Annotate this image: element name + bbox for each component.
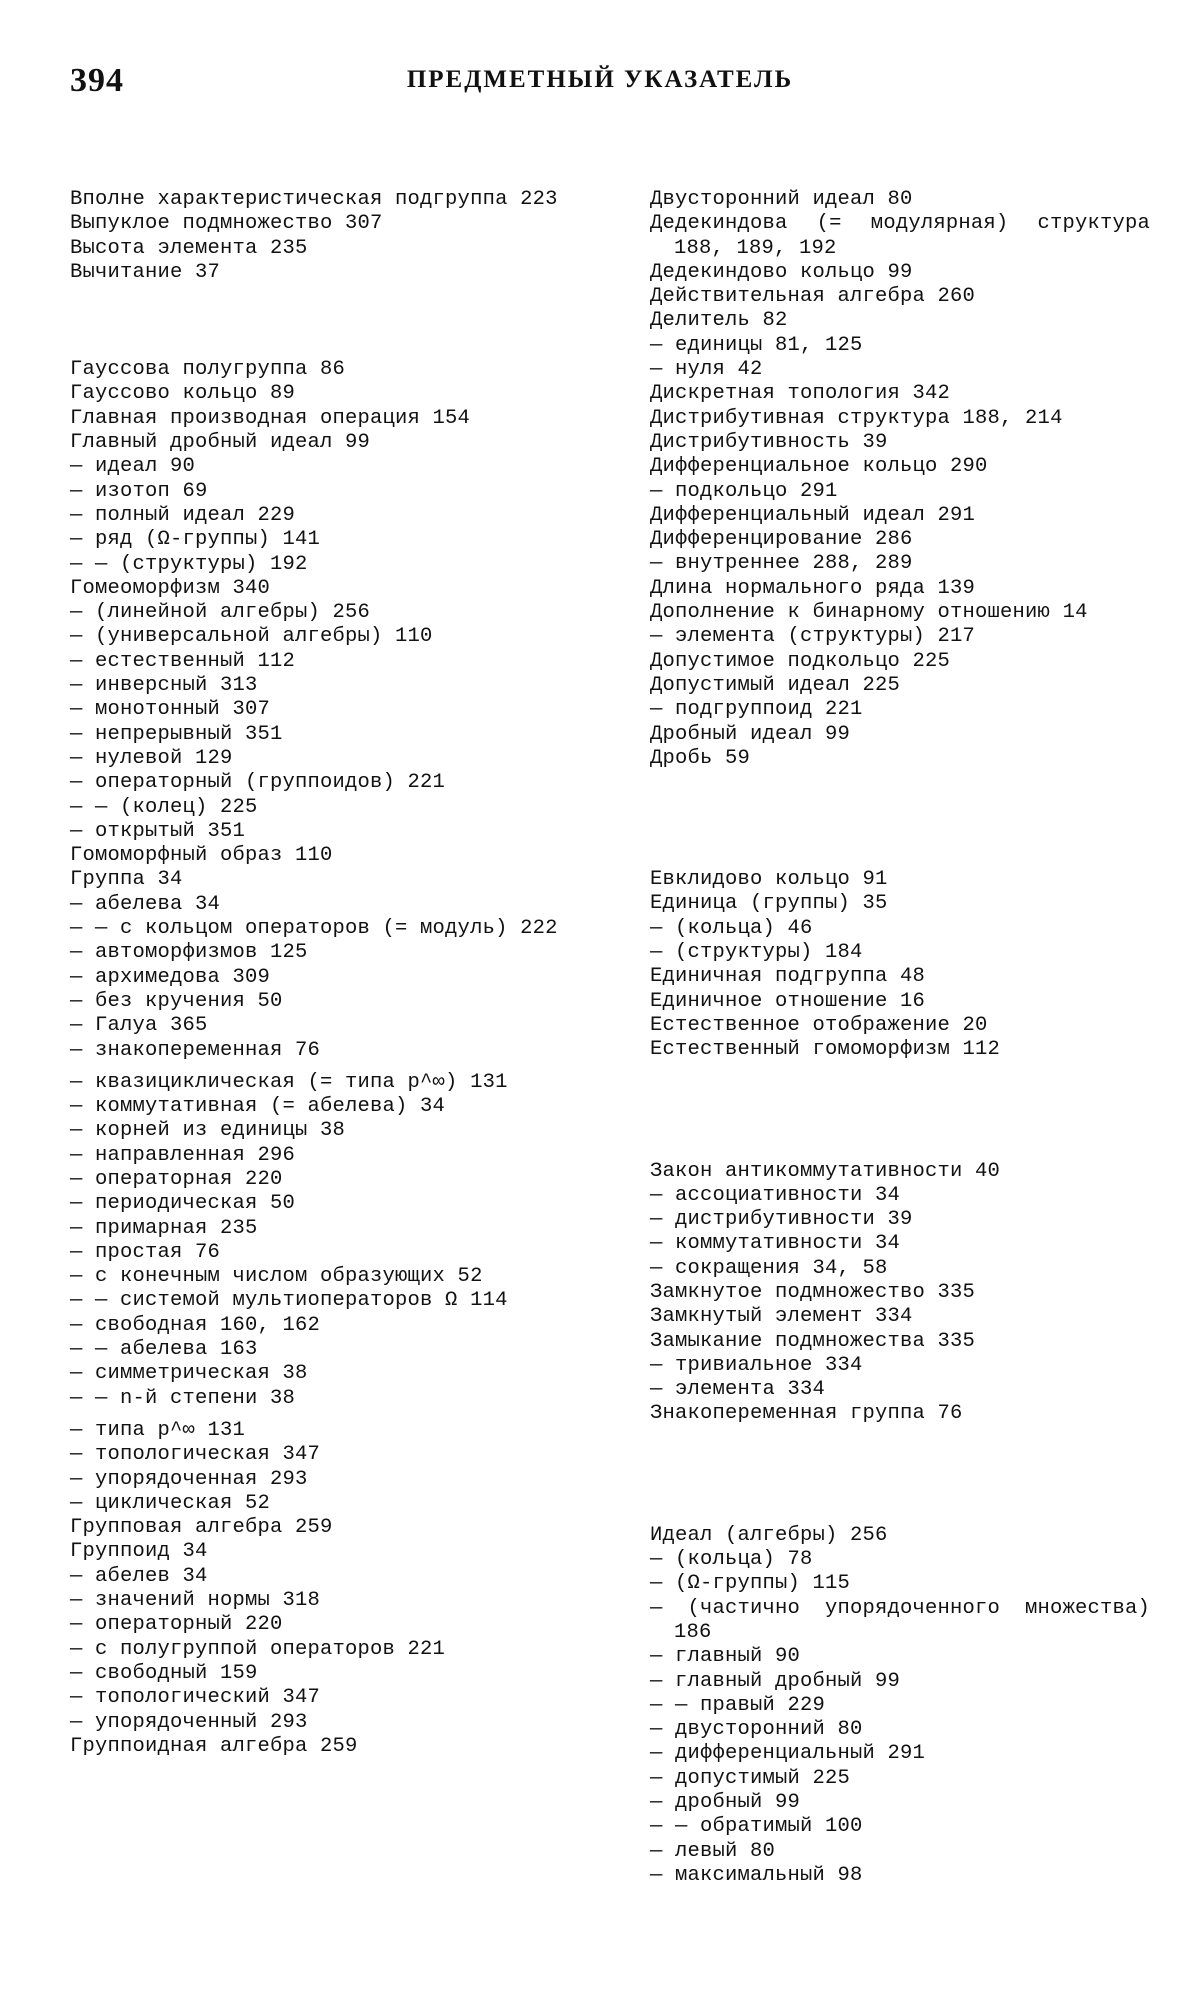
index-section-d (650, 188, 1163, 771)
index-entry: — операторный 220 (70, 1613, 283, 1637)
index-entry: — дистрибутивности 39 (650, 1208, 913, 1232)
index-entry: — примарная 235 (70, 1216, 258, 1240)
index-entry: — — системой мультиоператоров Ω 114 (70, 1289, 508, 1313)
index-entry: Действительная алгебра 260 (650, 285, 976, 309)
index-entry: — — (структуры) 192 (70, 552, 308, 576)
index-entry: Группоидная алгебра 259 (70, 1734, 358, 1758)
index-entry: Единичное отношение 16 (650, 989, 926, 1013)
index-entry: — главный 90 (650, 1645, 801, 1669)
index-entry: — коммутативности 34 (650, 1232, 901, 1256)
index-entry: — сокращения 34, 58 (650, 1256, 888, 1280)
index-entry: Выпуклое подмножество 307 (70, 212, 383, 236)
index-entry: — с полугруппой операторов 221 (70, 1637, 446, 1661)
index-entry: — (линейной алгебры) 256 (70, 601, 371, 625)
index-entry: Дифференциальное кольцо 290 (650, 455, 988, 479)
index-entry: Знакопеременная группа 76 (650, 1402, 963, 1426)
index-entry: Главная производная операция 154 (70, 406, 471, 430)
index-entry: — нуля 42 (650, 358, 763, 382)
index-entry: Замкнутый элемент 334 (650, 1305, 913, 1329)
index-entry: — инверсный 313 (70, 674, 258, 698)
index-entry: Двусторонний идеал 80 (650, 188, 913, 211)
index-entry: — дробный 99 (650, 1791, 801, 1815)
index-entry: — непрерывный 351 (70, 722, 283, 746)
index-column-left (70, 188, 570, 1759)
index-entry: — топологическая 347 (70, 1443, 321, 1467)
index-entry: Замкнутое подмножество 335 (650, 1280, 976, 1304)
index-entry: Естественное отображение 20 (650, 1013, 988, 1037)
index-entry: Евклидово кольцо 91 (650, 868, 888, 892)
index-entry: Допустимый идеал 225 (650, 673, 901, 697)
index-entry: — абелев 34 (70, 1564, 208, 1588)
index-entry: — ассоциативности 34 (650, 1183, 901, 1207)
index-entry: Дифференциальный идеал 291 (650, 503, 976, 527)
index-entry: Дистрибутивность 39 (650, 430, 888, 454)
index-entry: — симметрическая 38 (70, 1362, 308, 1386)
index-entry: Гауссово кольцо 89 (70, 382, 296, 406)
index-entry: — открытый 351 (70, 819, 246, 843)
index-entry: — — n-й степени 38 (70, 1386, 296, 1410)
index-entry: Гауссова полугруппа 86 (70, 358, 346, 382)
index-entry: — единицы 81, 125 (650, 333, 863, 357)
index-entry: Дедекиндово кольцо 99 (650, 260, 913, 284)
index-entry: — (частично упорядоченного множества) 186 (650, 1596, 1163, 1644)
index-entry: Дополнение к бинарному отношению 14 (650, 601, 1088, 625)
index-entry: — изотоп 69 (70, 479, 208, 503)
index-entry: Групповая алгебра 259 (70, 1516, 333, 1540)
index-entry: Высота элемента 235 (70, 236, 308, 260)
index-entry: — нулевой 129 (70, 746, 233, 770)
index-entry: — топологический 347 (70, 1686, 321, 1710)
index-entry: — типа p^∞ 131 (70, 1418, 246, 1442)
index-entry: — максимальный 98 (650, 1863, 863, 1887)
index-entry: Группа 34 (70, 868, 183, 892)
index-entry: — периодическая 50 (70, 1192, 296, 1216)
index-entry: Вполне характеристическая подгруппа 223 (70, 188, 558, 211)
index-entry: — абелева 34 (70, 892, 221, 916)
section-gap (650, 1063, 1150, 1160)
index-entry: — допустимый 225 (650, 1766, 851, 1790)
index-entry: Единичная подгруппа 48 (650, 965, 926, 989)
index-entry: — коммутативная (= абелева) 34 (70, 1095, 446, 1119)
index-entry: Дедекиндова (= модулярная) структура 188, 189, 192 (650, 212, 1163, 260)
section-gap (70, 285, 570, 358)
index-entry: Группоид 34 (70, 1540, 208, 1564)
index-entry: — операторный (группоидов) 221 (70, 771, 446, 795)
section-gap (650, 1427, 1150, 1524)
index-entry: — знакопеременная 76 (70, 1038, 321, 1062)
index-entry: — (кольца) 46 (650, 916, 813, 940)
index-section-z (650, 1160, 1150, 1427)
index-entry: — (структуры) 184 (650, 941, 863, 965)
index-entry: Делитель 82 (650, 309, 788, 333)
index-section-g (70, 358, 570, 1759)
index-entry: — простая 76 (70, 1240, 221, 1264)
index-entry: Идеал (алгебры) 256 (650, 1523, 888, 1547)
index-entry: — элемента 334 (650, 1378, 826, 1402)
index-entry: — подкольцо 291 (650, 479, 838, 503)
index-entry: — — (колец) 225 (70, 795, 258, 819)
index-entry: Естественный гомоморфизм 112 (650, 1038, 1001, 1062)
index-entry: Дробный идеал 99 (650, 722, 851, 746)
index-entry: — направленная 296 (70, 1143, 296, 1167)
section-gap (650, 771, 1150, 868)
index-entry: — упорядоченная 293 (70, 1467, 308, 1491)
index-entry: — циклическая 52 (70, 1491, 271, 1515)
index-entry: — свободный 159 (70, 1661, 258, 1685)
index-entry: — тривиальное 334 (650, 1353, 863, 1377)
index-entry: Допустимое подкольцо 225 (650, 649, 951, 673)
index-entry: Единица (группы) 35 (650, 892, 888, 916)
page-header (70, 62, 1130, 102)
index-entry: Дискретная топология 342 (650, 382, 951, 406)
index-entry: — — обратимый 100 (650, 1815, 863, 1839)
index-entry: — автоморфизмов 125 (70, 941, 308, 965)
index-entry: — подгруппоид 221 (650, 698, 863, 722)
index-entry: — корней из единицы 38 (70, 1119, 346, 1143)
running-title: ПРЕДМЕТНЫЙ УКАЗАТЕЛЬ (406, 66, 794, 93)
index-entry: — — абелева 163 (70, 1338, 258, 1362)
index-entry: — значений нормы 318 (70, 1589, 321, 1613)
index-entry: Вычитание 37 (70, 260, 221, 284)
index-section-v (70, 188, 570, 285)
index-entry: — квазициклическая (= типа p^∞) 131 (70, 1070, 508, 1094)
index-entry: — — правый 229 (650, 1693, 826, 1717)
index-entry: Закон антикоммутативности 40 (650, 1159, 1001, 1183)
index-entry: Дифференцирование 286 (650, 528, 913, 552)
index-entry: — естественный 112 (70, 649, 296, 673)
index-entry: — (универсальной алгебры) 110 (70, 625, 433, 649)
index-entry: — внутреннее 288, 289 (650, 552, 913, 576)
index-entry: — двусторонний 80 (650, 1718, 863, 1742)
index-entry: — ряд (Ω-группы) 141 (70, 528, 321, 552)
index-entry: Длина нормального ряда 139 (650, 576, 976, 600)
index-section-e (650, 868, 1150, 1062)
index-entry: — дифференциальный 291 (650, 1742, 926, 1766)
index-entry: — главный дробный 99 (650, 1669, 901, 1693)
index-entry: Гомоморфный образ 110 (70, 844, 333, 868)
index-entry: Гомеоморфизм 340 (70, 576, 271, 600)
index-entry: Главный дробный идеал 99 (70, 431, 371, 455)
index-entry: Дробь 59 (650, 746, 751, 770)
index-entry: Дистрибутивная структура 188, 214 (650, 406, 1063, 430)
index-entry: — элемента (структуры) 217 (650, 625, 976, 649)
index-entry: — свободная 160, 162 (70, 1313, 321, 1337)
index-entry: — — с кольцом операторов (= модуль) 222 (70, 917, 558, 941)
index-entry: Замыкание подмножества 335 (650, 1329, 976, 1353)
index-entry: — без кручения 50 (70, 989, 283, 1013)
index-section-i (650, 1523, 1163, 1888)
index-entry: — полный идеал 229 (70, 503, 296, 527)
index-entry: — (Ω-группы) 115 (650, 1572, 851, 1596)
index-entry: — упорядоченный 293 (70, 1710, 308, 1734)
index-entry: — монотонный 307 (70, 698, 271, 722)
index-entry: — архимедова 309 (70, 965, 271, 989)
index-entry: — с конечным числом образующих 52 (70, 1265, 483, 1289)
page-number: 394 (70, 62, 124, 99)
index-entry: — Галуа 365 (70, 1014, 208, 1038)
index-entry: — (кольца) 78 (650, 1548, 813, 1572)
index-entry: — идеал 90 (70, 455, 196, 479)
index-column-right (650, 188, 1163, 1888)
index-entry: — левый 80 (650, 1839, 776, 1863)
index-entry: — операторная 220 (70, 1167, 283, 1191)
